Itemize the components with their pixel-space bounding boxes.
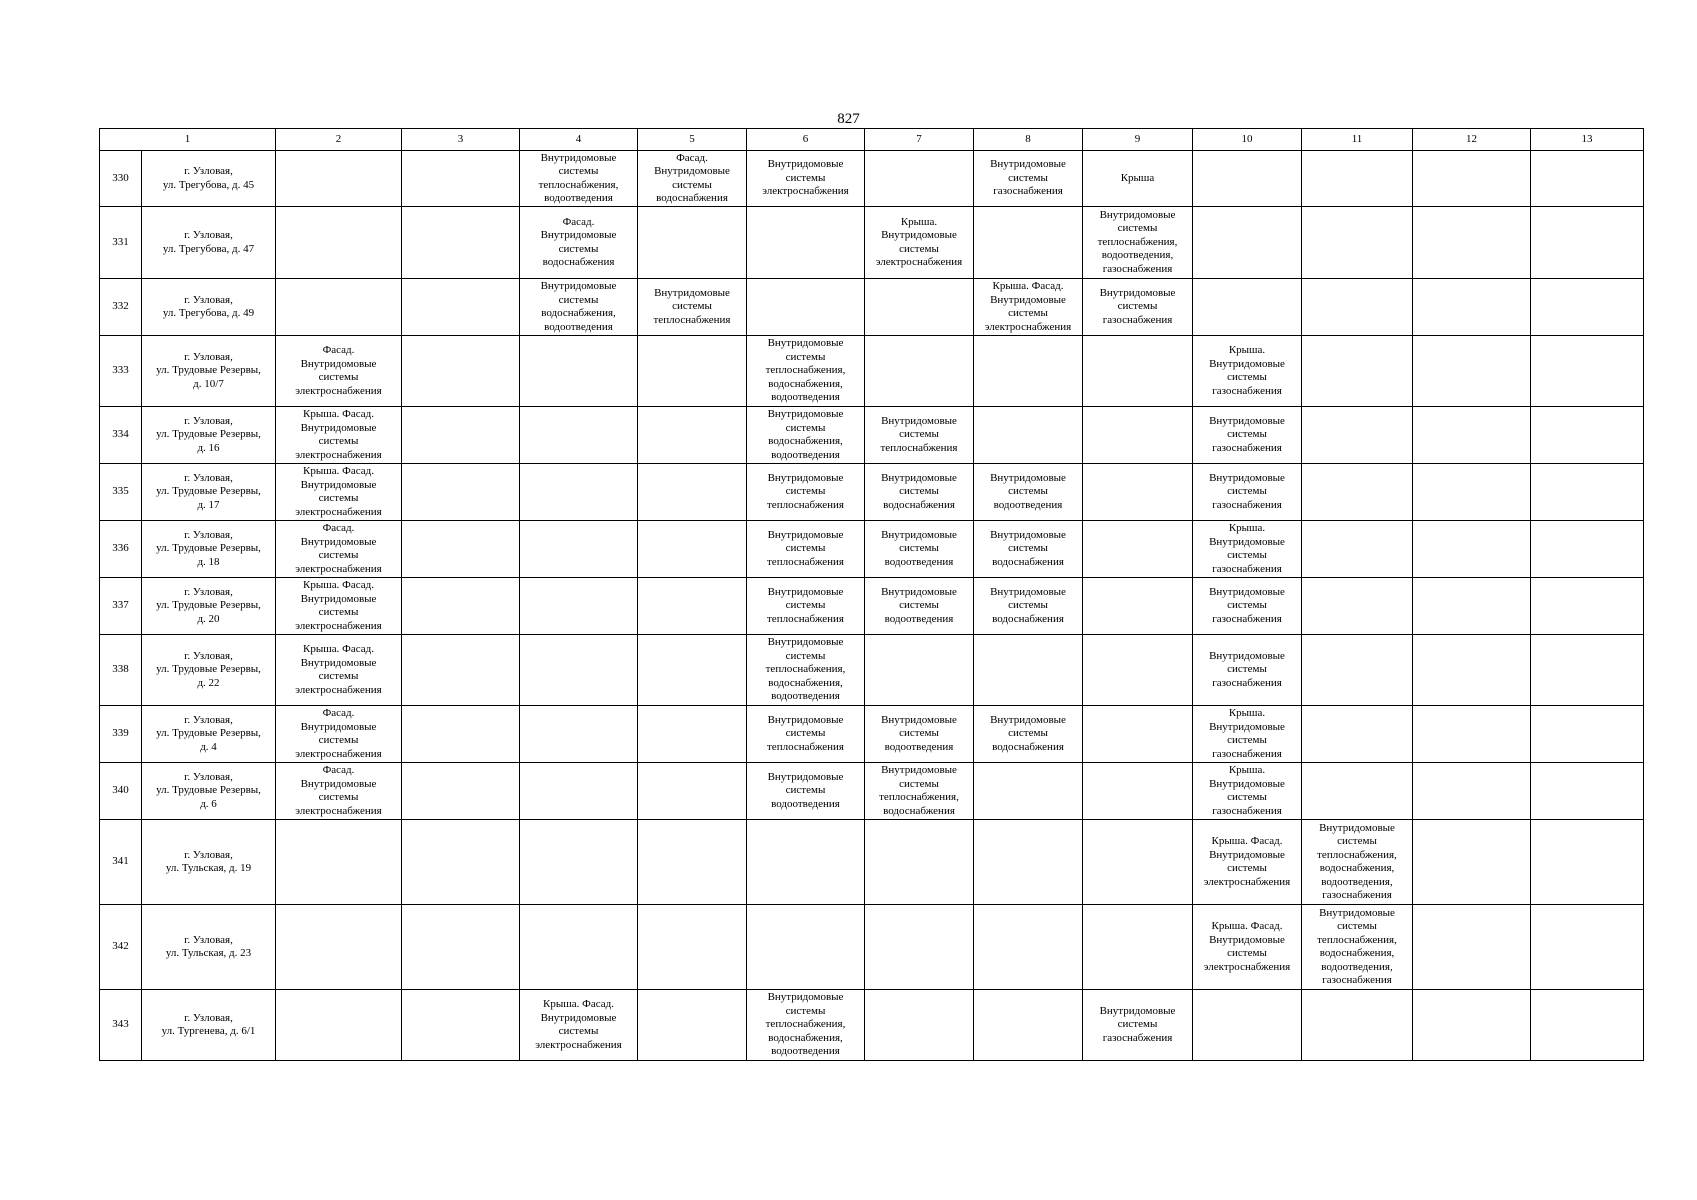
address-cell: г. Узловая, ул. Трудовые Резервы, д. 6 [142, 763, 276, 820]
work-cell-col-4 [520, 336, 638, 407]
table-row [100, 336, 1644, 407]
work-cell-col-13 [1531, 207, 1644, 279]
work-cell-col-2: Фасад. Внутридомовые системы электроснабжения [276, 521, 402, 578]
table-header [100, 129, 1644, 151]
work-cell-col-5 [638, 905, 747, 990]
work-cell-col-2: Крыша. Фасад. Внутридомовые системы электроснабжения [276, 635, 402, 706]
work-cell-col-2: Фасад. Внутридомовые системы электроснабжения [276, 336, 402, 407]
work-cell-col-12 [1413, 407, 1531, 464]
column-header-3: 3 [402, 129, 520, 151]
column-header-13: 13 [1531, 129, 1644, 151]
work-cell-col-7: Крыша. Внутридомовые системы электроснабжения [865, 207, 974, 279]
work-cell-col-12 [1413, 521, 1531, 578]
work-cell-col-9: Внутридомовые системы газоснабжения [1083, 990, 1193, 1061]
work-cell-col-11 [1302, 578, 1413, 635]
work-cell-col-9 [1083, 521, 1193, 578]
address-cell: г. Узловая, ул. Тургенева, д. 6/1 [142, 990, 276, 1061]
work-cell-col-7 [865, 279, 974, 336]
work-cell-col-6: Внутридомовые системы теплоснабжения, водоснабжения, водоотведения [747, 336, 865, 407]
row-number: 337 [100, 578, 142, 635]
work-cell-col-13 [1531, 521, 1644, 578]
work-cell-col-4: Фасад. Внутридомовые системы водоснабжения [520, 207, 638, 279]
work-cell-col-10 [1193, 279, 1302, 336]
work-cell-col-9 [1083, 763, 1193, 820]
work-cell-col-12 [1413, 706, 1531, 763]
work-cell-col-3 [402, 820, 520, 905]
work-cell-col-10: Внутридомовые системы газоснабжения [1193, 578, 1302, 635]
work-cell-col-11 [1302, 521, 1413, 578]
work-cell-col-8 [974, 207, 1083, 279]
work-cell-col-11: Внутридомовые системы теплоснабжения, водоснабжения, водоотведения, газоснабжения [1302, 820, 1413, 905]
table-row [100, 207, 1644, 279]
work-cell-col-4 [520, 905, 638, 990]
work-cell-col-13 [1531, 706, 1644, 763]
work-cell-col-5: Фасад. Внутридомовые системы водоснабжения [638, 151, 747, 207]
work-cell-col-13 [1531, 763, 1644, 820]
work-cell-col-6: Внутридомовые системы водоснабжения, водоотведения [747, 407, 865, 464]
column-header-7: 7 [865, 129, 974, 151]
work-cell-col-12 [1413, 990, 1531, 1061]
work-cell-col-4 [520, 635, 638, 706]
work-cell-col-4 [520, 578, 638, 635]
column-header-2: 2 [276, 129, 402, 151]
table-row [100, 706, 1644, 763]
work-cell-col-4 [520, 521, 638, 578]
work-cell-col-13 [1531, 635, 1644, 706]
work-cell-col-2 [276, 151, 402, 207]
row-number: 334 [100, 407, 142, 464]
row-number: 341 [100, 820, 142, 905]
work-cell-col-9 [1083, 706, 1193, 763]
address-cell: г. Узловая, ул. Трудовые Резервы, д. 18 [142, 521, 276, 578]
work-cell-col-12 [1413, 635, 1531, 706]
work-cell-col-8 [974, 336, 1083, 407]
work-cell-col-8 [974, 905, 1083, 990]
work-cell-col-6: Внутридомовые системы теплоснабжения, водоснабжения, водоотведения [747, 990, 865, 1061]
work-cell-col-10: Крыша. Внутридомовые системы газоснабжения [1193, 336, 1302, 407]
work-cell-col-3 [402, 990, 520, 1061]
work-cell-col-8: Крыша. Фасад. Внутридомовые системы электроснабжения [974, 279, 1083, 336]
work-cell-col-4: Внутридомовые системы теплоснабжения, водоотведения [520, 151, 638, 207]
work-cell-col-13 [1531, 407, 1644, 464]
table-row [100, 905, 1644, 990]
work-cell-col-6: Внутридомовые системы теплоснабжения, водоснабжения, водоотведения [747, 635, 865, 706]
column-header-10: 10 [1193, 129, 1302, 151]
table-row [100, 763, 1644, 820]
work-cell-col-7 [865, 635, 974, 706]
work-cell-col-2 [276, 207, 402, 279]
work-cell-col-6 [747, 279, 865, 336]
row-number: 335 [100, 464, 142, 521]
work-cell-col-5 [638, 336, 747, 407]
work-cell-col-3 [402, 151, 520, 207]
work-cell-col-3 [402, 464, 520, 521]
work-cell-col-2: Крыша. Фасад. Внутридомовые системы электроснабжения [276, 578, 402, 635]
work-cell-col-6: Внутридомовые системы водоотведения [747, 763, 865, 820]
work-cell-col-5 [638, 763, 747, 820]
work-cell-col-4 [520, 763, 638, 820]
column-header-1: 1 [100, 129, 276, 151]
work-cell-col-11 [1302, 207, 1413, 279]
work-cell-col-11: Внутридомовые системы теплоснабжения, водоснабжения, водоотведения, газоснабжения [1302, 905, 1413, 990]
work-cell-col-12 [1413, 151, 1531, 207]
work-cell-col-2: Крыша. Фасад. Внутридомовые системы электроснабжения [276, 407, 402, 464]
page-number: 827 [837, 111, 860, 127]
work-cell-col-11 [1302, 336, 1413, 407]
address-cell: г. Узловая, ул. Трудовые Резервы, д. 10/7 [142, 336, 276, 407]
table-row [100, 635, 1644, 706]
work-cell-col-10: Внутридомовые системы газоснабжения [1193, 464, 1302, 521]
work-cell-col-7 [865, 990, 974, 1061]
work-cell-col-3 [402, 763, 520, 820]
address-cell: г. Узловая, ул. Трудовые Резервы, д. 20 [142, 578, 276, 635]
table-row [100, 407, 1644, 464]
work-cell-col-13 [1531, 151, 1644, 207]
address-cell: г. Узловая, ул. Трудовые Резервы, д. 4 [142, 706, 276, 763]
work-cell-col-11 [1302, 706, 1413, 763]
work-cell-col-7: Внутридомовые системы теплоснабжения [865, 407, 974, 464]
column-header-5: 5 [638, 129, 747, 151]
work-cell-col-10 [1193, 207, 1302, 279]
work-cell-col-11 [1302, 635, 1413, 706]
work-cell-col-3 [402, 578, 520, 635]
work-cell-col-4 [520, 820, 638, 905]
work-cell-col-6 [747, 820, 865, 905]
work-cell-col-12 [1413, 207, 1531, 279]
work-cell-col-4 [520, 464, 638, 521]
work-cell-col-10 [1193, 990, 1302, 1061]
work-cell-col-9 [1083, 336, 1193, 407]
work-cell-col-10: Крыша. Фасад. Внутридомовые системы электроснабжения [1193, 905, 1302, 990]
work-cell-col-5 [638, 207, 747, 279]
work-cell-col-11 [1302, 464, 1413, 521]
address-cell: г. Узловая, ул. Трегубова, д. 49 [142, 279, 276, 336]
work-cell-col-3 [402, 336, 520, 407]
work-cell-col-5 [638, 464, 747, 521]
work-cell-col-2 [276, 990, 402, 1061]
row-number: 342 [100, 905, 142, 990]
work-cell-col-8 [974, 635, 1083, 706]
work-cell-col-9: Внутридомовые системы газоснабжения [1083, 279, 1193, 336]
work-cell-col-13 [1531, 905, 1644, 990]
work-cell-col-10 [1193, 151, 1302, 207]
work-cell-col-2 [276, 820, 402, 905]
work-cell-col-7 [865, 151, 974, 207]
work-cell-col-13 [1531, 820, 1644, 905]
work-cell-col-6: Внутридомовые системы теплоснабжения [747, 578, 865, 635]
row-number: 332 [100, 279, 142, 336]
address-cell: г. Узловая, ул. Трудовые Резервы, д. 16 [142, 407, 276, 464]
work-cell-col-5 [638, 635, 747, 706]
work-cell-col-7 [865, 905, 974, 990]
work-cell-col-2: Фасад. Внутридомовые системы электроснабжения [276, 706, 402, 763]
work-cell-col-7: Внутридомовые системы теплоснабжения, водоснабжения [865, 763, 974, 820]
work-cell-col-12 [1413, 763, 1531, 820]
work-cell-col-11 [1302, 151, 1413, 207]
address-cell: г. Узловая, ул. Тульская, д. 23 [142, 905, 276, 990]
work-cell-col-2: Крыша. Фасад. Внутридомовые системы электроснабжения [276, 464, 402, 521]
work-cell-col-12 [1413, 279, 1531, 336]
work-cell-col-11 [1302, 763, 1413, 820]
work-cell-col-3 [402, 905, 520, 990]
work-cell-col-13 [1531, 578, 1644, 635]
work-cell-col-13 [1531, 279, 1644, 336]
work-cell-col-9: Внутридомовые системы теплоснабжения, водоотведения, газоснабжения [1083, 207, 1193, 279]
work-cell-col-10: Внутридомовые системы газоснабжения [1193, 407, 1302, 464]
work-cell-col-8 [974, 820, 1083, 905]
work-cell-col-9 [1083, 407, 1193, 464]
table-row [100, 578, 1644, 635]
work-cell-col-9: Крыша [1083, 151, 1193, 207]
work-cell-col-6: Внутридомовые системы теплоснабжения [747, 706, 865, 763]
work-cell-col-11 [1302, 279, 1413, 336]
work-cell-col-4: Крыша. Фасад. Внутридомовые системы электроснабжения [520, 990, 638, 1061]
address-cell: г. Узловая, ул. Тульская, д. 19 [142, 820, 276, 905]
work-cell-col-5 [638, 990, 747, 1061]
work-cell-col-3 [402, 279, 520, 336]
work-cell-col-2 [276, 905, 402, 990]
work-cell-col-5 [638, 578, 747, 635]
work-cell-col-11 [1302, 407, 1413, 464]
work-cell-col-10: Крыша. Внутридомовые системы газоснабжения [1193, 763, 1302, 820]
address-cell: г. Узловая, ул. Трегубова, д. 47 [142, 207, 276, 279]
work-cell-col-4: Внутридомовые системы водоснабжения, водоотведения [520, 279, 638, 336]
work-cell-col-11 [1302, 990, 1413, 1061]
work-cell-col-10: Крыша. Внутридомовые системы газоснабжения [1193, 706, 1302, 763]
column-header-8: 8 [974, 129, 1083, 151]
work-cell-col-7: Внутридомовые системы водоотведения [865, 521, 974, 578]
table-row [100, 464, 1644, 521]
address-cell: г. Узловая, ул. Трудовые Резервы, д. 22 [142, 635, 276, 706]
row-number: 330 [100, 151, 142, 207]
work-cell-col-5: Внутридомовые системы теплоснабжения [638, 279, 747, 336]
work-cell-col-8 [974, 763, 1083, 820]
work-cell-col-8: Внутридомовые системы водоснабжения [974, 706, 1083, 763]
table-row [100, 820, 1644, 905]
work-cell-col-12 [1413, 905, 1531, 990]
work-cell-col-3 [402, 706, 520, 763]
work-cell-col-10: Крыша. Фасад. Внутридомовые системы электроснабжения [1193, 820, 1302, 905]
column-header-4: 4 [520, 129, 638, 151]
column-header-6: 6 [747, 129, 865, 151]
work-cell-col-13 [1531, 464, 1644, 521]
work-cell-col-12 [1413, 464, 1531, 521]
work-cell-col-13 [1531, 336, 1644, 407]
row-number: 339 [100, 706, 142, 763]
address-cell: г. Узловая, ул. Трегубова, д. 45 [142, 151, 276, 207]
work-cell-col-3 [402, 635, 520, 706]
column-header-12: 12 [1413, 129, 1531, 151]
table-row [100, 151, 1644, 207]
work-cell-col-13 [1531, 990, 1644, 1061]
row-number: 340 [100, 763, 142, 820]
work-cell-col-6: Внутридомовые системы теплоснабжения [747, 521, 865, 578]
work-cell-col-7: Внутридомовые системы водоотведения [865, 578, 974, 635]
work-cell-col-10: Крыша. Внутридомовые системы газоснабжения [1193, 521, 1302, 578]
work-cell-col-6: Внутридомовые системы электроснабжения [747, 151, 865, 207]
work-cell-col-2 [276, 279, 402, 336]
work-cell-col-12 [1413, 578, 1531, 635]
work-cell-col-9 [1083, 635, 1193, 706]
work-cell-col-8: Внутридомовые системы водоснабжения [974, 578, 1083, 635]
work-cell-col-7: Внутридомовые системы водоснабжения [865, 464, 974, 521]
work-cell-col-5 [638, 706, 747, 763]
work-cell-col-6 [747, 905, 865, 990]
table-row [100, 521, 1644, 578]
work-cell-col-9 [1083, 820, 1193, 905]
work-cell-col-5 [638, 521, 747, 578]
work-cell-col-8 [974, 990, 1083, 1061]
work-cell-col-3 [402, 521, 520, 578]
work-cell-col-9 [1083, 464, 1193, 521]
work-cell-col-12 [1413, 820, 1531, 905]
work-cell-col-7 [865, 336, 974, 407]
work-cell-col-4 [520, 706, 638, 763]
work-cell-col-8 [974, 407, 1083, 464]
work-cell-col-9 [1083, 905, 1193, 990]
work-cell-col-7 [865, 820, 974, 905]
row-number: 338 [100, 635, 142, 706]
work-cell-col-7: Внутридомовые системы водоотведения [865, 706, 974, 763]
work-cell-col-6: Внутридомовые системы теплоснабжения [747, 464, 865, 521]
work-cell-col-3 [402, 207, 520, 279]
work-cell-col-8: Внутридомовые системы водоснабжения [974, 521, 1083, 578]
work-cell-col-8: Внутридомовые системы водоотведения [974, 464, 1083, 521]
table-row [100, 279, 1644, 336]
work-cell-col-2: Фасад. Внутридомовые системы электроснабжения [276, 763, 402, 820]
work-cell-col-6 [747, 207, 865, 279]
header-row [100, 129, 1644, 151]
work-cell-col-5 [638, 407, 747, 464]
work-cell-col-8: Внутридомовые системы газоснабжения [974, 151, 1083, 207]
table-body [100, 151, 1644, 1061]
work-cell-col-3 [402, 407, 520, 464]
column-header-11: 11 [1302, 129, 1413, 151]
work-cell-col-12 [1413, 336, 1531, 407]
work-cell-col-9 [1083, 578, 1193, 635]
work-cell-col-4 [520, 407, 638, 464]
column-header-9: 9 [1083, 129, 1193, 151]
table-row [100, 990, 1644, 1061]
row-number: 333 [100, 336, 142, 407]
work-cell-col-5 [638, 820, 747, 905]
work-cell-col-10: Внутридомовые системы газоснабжения [1193, 635, 1302, 706]
repair-schedule-table [99, 128, 1644, 1061]
row-number: 331 [100, 207, 142, 279]
row-number: 336 [100, 521, 142, 578]
row-number: 343 [100, 990, 142, 1061]
address-cell: г. Узловая, ул. Трудовые Резервы, д. 17 [142, 464, 276, 521]
